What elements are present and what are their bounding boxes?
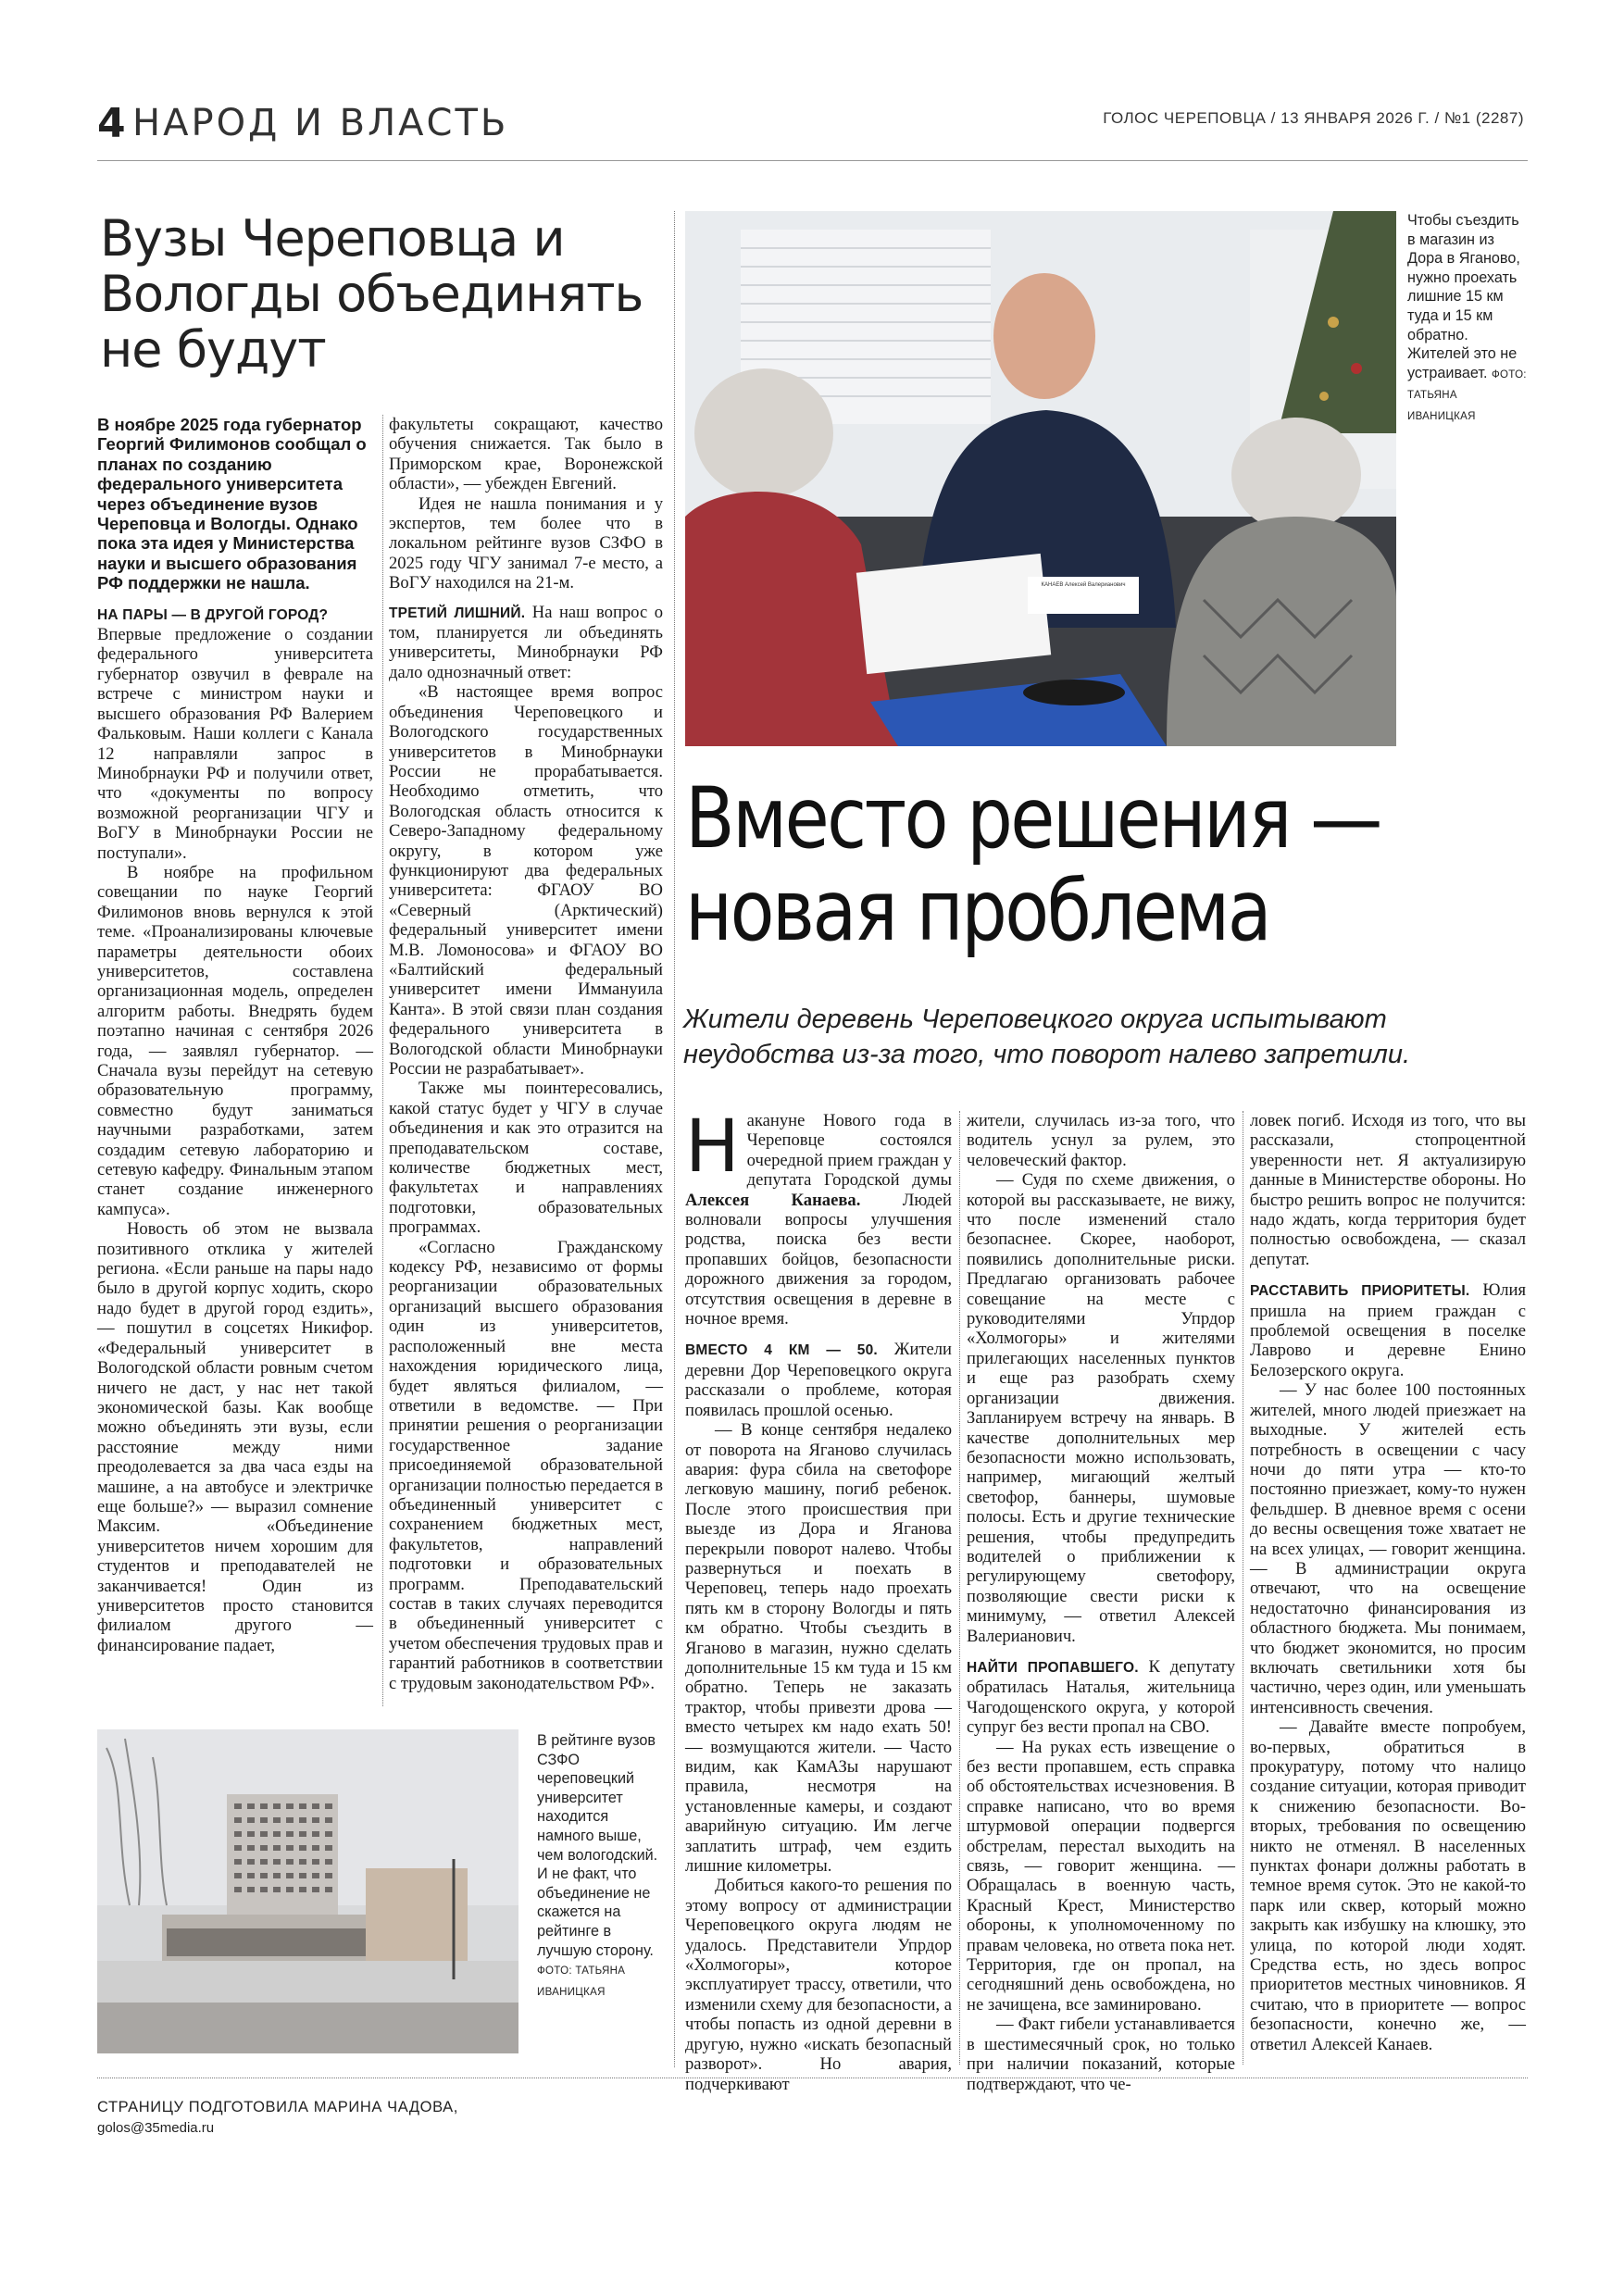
article2-paragraph: акануне Нового года в Череповце состоялся очередной прием граждан у депутата Городской думы — [746, 1111, 952, 1191]
university-building-image — [97, 1729, 518, 2053]
article1-paragraph: Впервые предложение о создании федерального университета губернатор озвучил в феврале на встрече с министром науки и высшего образования РФ Валерием Фальковым. Наши коллеги с Канала 12 направляли запрос в Минобрнауки РФ и получили ответ, что «документы по вопросу возможной реорганизации ЧГУ и ВоГУ в Минобрнауки России не поступали». — [97, 625, 373, 863]
column-divider — [382, 415, 383, 1706]
article2-paragraph: — Судя по схеме движения, о которой вы рассказываете, не вижу, что после изменений стало безопаснее. Скорее, наоборот, появились дополнительные риски. Предлагаю организовать рабочее совещание на месте с руководителями Упрдор «Холмогоры» и жителями прилегающих населенных пунктов и еще раз разобрать схему организации движения. Запланируем встречу на январь. В качестве дополнительных мер безопасности можно использовать, например, мигающий желтый светофор, баннеры, шумовые полосы. Есть и другие технические решения, чтобы предупредить водителей о приближении к регулирующему светофору, позволяющие свести риски к минимуму, — ответил Алексей Валерианович. — [967, 1170, 1235, 1646]
article2-paragraph: — Давайте вместе попробуем, во-первых, обратиться в прокуратуру, потому что налицо создание ситуации, которая приводит к снижению безопасности. Во-вторых, требования по освещению никто не отменял. В населенных пунктах фонари должны работать в темное время суток. Это не какой-то парк или сквер, который можно закрыть как избушку на клюшку, это улица, по которой люди ходят. Средства есть, но здесь вопрос приоритетов местных чиновников. Я считаю, что в приоритете — вопрос безопасности, конечно же, — ответил Алексей Канаев. — [1250, 1717, 1526, 2054]
article-divider — [674, 211, 675, 2067]
article1-subheading-1: НА ПАРЫ — В ДРУГОЙ ГОРОД? — [97, 606, 329, 623]
article1-paragraph: Также мы поинтересовались, какой статус будет у ЧГУ в случае объединения и как это отразится на преподавательском составе, количестве бюджетных мест, факультетах и направлениях подготовки, образовательных программах. — [389, 1079, 663, 1238]
article2-column-1 — [685, 1105, 952, 2094]
article1-subheading-2: ТРЕТИЙ ЛИШНИЙ. — [389, 605, 526, 621]
article2-paragraph: — На руках есть извещение о без вести пропавшем, есть справка об обстоятельствах исчезновения. В справке написано, что во время штурмовой операции подвергся обстрелам, перестал выходить на связь, — говорит женщина. — Обращалась в военную часть, Красный Крест, Министерство обороны, к уполномоченному по правам человека, но ответа пока нет. Территория, где он пропал, на сегодняшний день освобождена, но не зачищена, все заминировано. — [967, 1737, 1235, 2015]
article1-lead: В ноябре 2025 года губернатор Георгий Филимонов сообщал о планах по созданию федерального университета через объединение вузов Череповца и Вологды. Однако пока эта идея у Министерства науки и высшего образования РФ поддержки не нашла. — [97, 415, 367, 593]
caption-text: Чтобы съездить в магазин из Дора в Яганово, нужно проехать лишние 15 км туда и 15 км обратно. Жителей это не устраивает. — [1407, 212, 1520, 381]
article2-subheading-2: НАЙТИ ПРОПАВШЕГО. — [967, 1659, 1139, 1676]
column-divider — [959, 1111, 960, 2065]
article2-subheading-1: ВМЕСТО 4 КМ — 50. — [685, 1342, 878, 1359]
university-building-photo — [97, 1729, 518, 2053]
page-credit: СТРАНИЦУ ПОДГОТОВИЛА МАРИНА ЧАДОВА, — [97, 2099, 458, 2115]
article1-column-1 — [97, 415, 373, 1655]
page-number: 4 — [97, 100, 126, 147]
article1-paragraph: Новость об этом не вызвала позитивного отклика у жителей региона. «Если раньше на пары надо было в другой корпус ходить, скоро надо будет в другой город ездить», — пошутил в соцсетях Никифор. «Федеральный университет в Вологодской области ровным счетом ничего не даст, у нас нет такой экономической базы. Как вообще можно объединять эти вузы, если расстояние между ними преодолевается за два часа езды на машине, а на автобусе и электричке еще больше?» — выразил сомнение Максим. «Объединение университетов ничем хорошим для студентов и преподавателей не заканчивается! Один из университетов просто становится филиалом другого — финансирование падает, — [97, 1219, 373, 1655]
article1-headline: Вузы Череповца и Вологды объединять не будут — [100, 209, 643, 379]
university-photo-caption — [537, 1731, 663, 2002]
article1-paragraph: факультеты сокращают, качество обучения снижается. Так было в Приморском крае, Воронежской области», — убежден Евгений. — [389, 415, 663, 494]
contact-email[interactable]: golos@35media.ru — [97, 2120, 215, 2136]
article2-paragraph: Людей волновали вопросы улучшения родства, поиска без вести пропавших бойцов, безопасности дорожного движения за городом, отсутствия освещения в деревне в ночное время. — [685, 1190, 952, 1329]
article2-paragraph: — Факт гибели устанавливается в шестимесячный срок, но только при наличии показаний, которые подтверждают, что че- — [967, 2015, 1235, 2094]
article1-paragraph: На наш вопрос о том, планируется ли объединять университеты, Минобрнауки РФ дало однозначный ответ: — [389, 602, 664, 682]
photo-credit: ФОТО: ТАТЬЯНА ИВАНИЦКАЯ — [537, 1965, 626, 1998]
photo-credit: ФОТО: ТАТЬЯНА ИВАНИЦКАЯ — [1407, 368, 1527, 422]
article2-column-2 — [967, 1111, 1235, 2094]
article2-paragraph: Добиться какого-то решения по этому вопросу от администрации Череповецкого округа людям не удалось. Представители Упрдор «Холмогоры», которое эксплуатирует трассу, ответили, что изменили схему для безопасности, а чтобы попасть из одной деревни в другую, нужно «искать безопасный разворот». Но авария, подчеркивают — [685, 1876, 952, 2094]
section-title: НАРОД И ВЛАСТЬ — [132, 102, 509, 144]
article2-paragraph: Жители деревни Дор Череповецкого округа рассказали о проблеме, которая появилась прошлой осенью. — [685, 1340, 952, 1420]
reception-image — [685, 211, 1396, 746]
article1-paragraph: Идея не нашла понимания и у экспертов, тем более что в локальном рейтинге вузов СЗФО в 2025 году ЧГУ занимал 7-е место, а ВоГУ находился на 21-м. — [389, 493, 663, 593]
header-rule — [97, 160, 1528, 161]
article2-paragraph: — У нас более 100 постоянных жителей, много людей приезжает на выходные. У жителей есть потребность в освещении с часу ночи до пяти утра — кто-то постоянно приезжает, кому-то нужен фельдшер. В дневное время с осени до весны освещения тоже хватает не на всех улицах, — говорит женщина. — В администрации округа отвечают, что на освещение недостаточно финансирования из областного бюджета. Мы понимаем, что бюджет экономится, но просим включать светильники хотя бы частично, через один, или уменьшать интенсивность свечения. — [1250, 1380, 1526, 1717]
reception-photo-caption — [1407, 211, 1528, 427]
article1-column-2 — [389, 415, 663, 1693]
article2-paragraph: жители, случилась из-за того, что водитель уснул за рулем, это человеческий фактор. — [967, 1111, 1235, 1170]
article2-subhead: Жители деревень Череповецкого округа испытывают неудобства из-за того, что поворот налево запретили. — [683, 1004, 1411, 1069]
article2-headline: Вместо решения — новая проблема — [685, 770, 1380, 960]
article2-paragraph: ловек погиб. Исходя из того, что вы рассказали, стопроцентной уверенности нет. Я актуализирую данные в Министерстве обороны. Но быстро решить вопрос не получится: надо ждать, когда территория будет полностью освобождена, — сказал депутат. — [1250, 1111, 1526, 1269]
article2-column-3 — [1250, 1111, 1526, 2054]
article2-paragraph: Юлия пришла на прием граждан с проблемой освещения в поселке Лаврово и деревне Енино Белозерского округа. — [1250, 1280, 1526, 1380]
caption-text: В рейтинге вузов СЗФО череповецкий университет находится намного выше, чем вологодский. И не факт, что объединение не скажется на рейтинге в лучшую сторону. — [537, 1732, 658, 1959]
deputy-name: Алексея Канаева. — [685, 1190, 861, 1210]
article2-paragraph: К депутату обратилась Наталья, жительница Чагодощенского округа, у которой супруг без вести пропал на СВО. — [967, 1656, 1235, 1738]
paper-issue-info: ГОЛОС ЧЕРЕПОВЦА / 13 ЯНВАРЯ 2026 Г. / №1 (2287) — [1103, 109, 1524, 127]
article2-paragraph: — В конце сентября недалеко от поворота на Яганово случилась авария: фура сбила на светофоре легковую машину, погиб ребенок. После этого происшествия при выезде из Дора и Яганова перекрыли поворот налево. Чтобы развернуться и поехать в Череповец, теперь надо проехать пять км в сторону Вологды и пять км обратно. Чтобы съездить в Яганово в магазин, нужно сделать дополнительные 15 км туда и 15 км обратно. Теперь не заказать трактор, чтобы привезти дрова — вместо четырех км надо ехать 50! — возмущаются жители. — Часто видим, как КамАЗы нарушают правила, несмотря на установленные камеры, и создают аварийную ситуацию. Им легче заплатить штраф, чем ездить лишние километры. — [685, 1420, 952, 1877]
article1-paragraph: «Согласно Гражданскому кодексу РФ, независимо от формы реорганизации образовательных организаций высшего образования один из университетов, расположенный вне места нахождения юридического лица, будет являться филиалом, — ответили в ведомстве. — При принятии решения о реорганизации государственное задание присоединяемой образовательной организации полностью передается в объединенный университет с сохранением бюджетных мест, факультетов, направлений подготовки и образовательных программ. Преподавательский состав в таких случаях переводится в объединенный университет с учетом обеспечения трудовых прав и гарантий работников в соответствии с трудовым законодательством РФ». — [389, 1237, 663, 1693]
article1-paragraph: В ноябре на профильном совещании по науке Георгий Филимонов вновь вернулся к этой теме. «Проанализированы ключевые параметры деятельности обоих университетов, составлена организационная модель, определен алгоритм работы. Внедрять будем поэтапно начиная с сентября 2026 года, — заявлял губернатор. — Сначала вузы перейдут на сетевую образовательную программу, совместно будут заниматься научными разработками, затем создадим сетевую лабораторию и сетевую кафедру. Финальным этапом станет создание инженерного кампуса». — [97, 862, 373, 1219]
article2-subheading-3: РАССТАВИТЬ ПРИОРИТЕТЫ. — [1250, 1283, 1470, 1300]
article1-paragraph: «В настоящее время вопрос объединения Череповецкого и Вологодского государственных университетов в Минобрнауки России не прорабатывается. Необходимо отметить, что Вологодская область относится к Северо-Западному федеральному округу, в котором уже функционируют два федеральных университета: ФГАОУ ВО «Северный (Арктический) федеральный университет имени М.В. Ломоносова» и ФГАОУ ВО «Балтийский федеральный университет имени Иммануила Канта». В этой связи план создания федерального университета в Вологодской области Минобрнауки России не разрабатывает». — [389, 682, 663, 1079]
dropcap-letter: Н — [685, 1105, 740, 1189]
deputy-nameplate: КАНАЕВ Алексей Валерианович — [1041, 582, 1126, 588]
reception-photo — [685, 211, 1396, 746]
